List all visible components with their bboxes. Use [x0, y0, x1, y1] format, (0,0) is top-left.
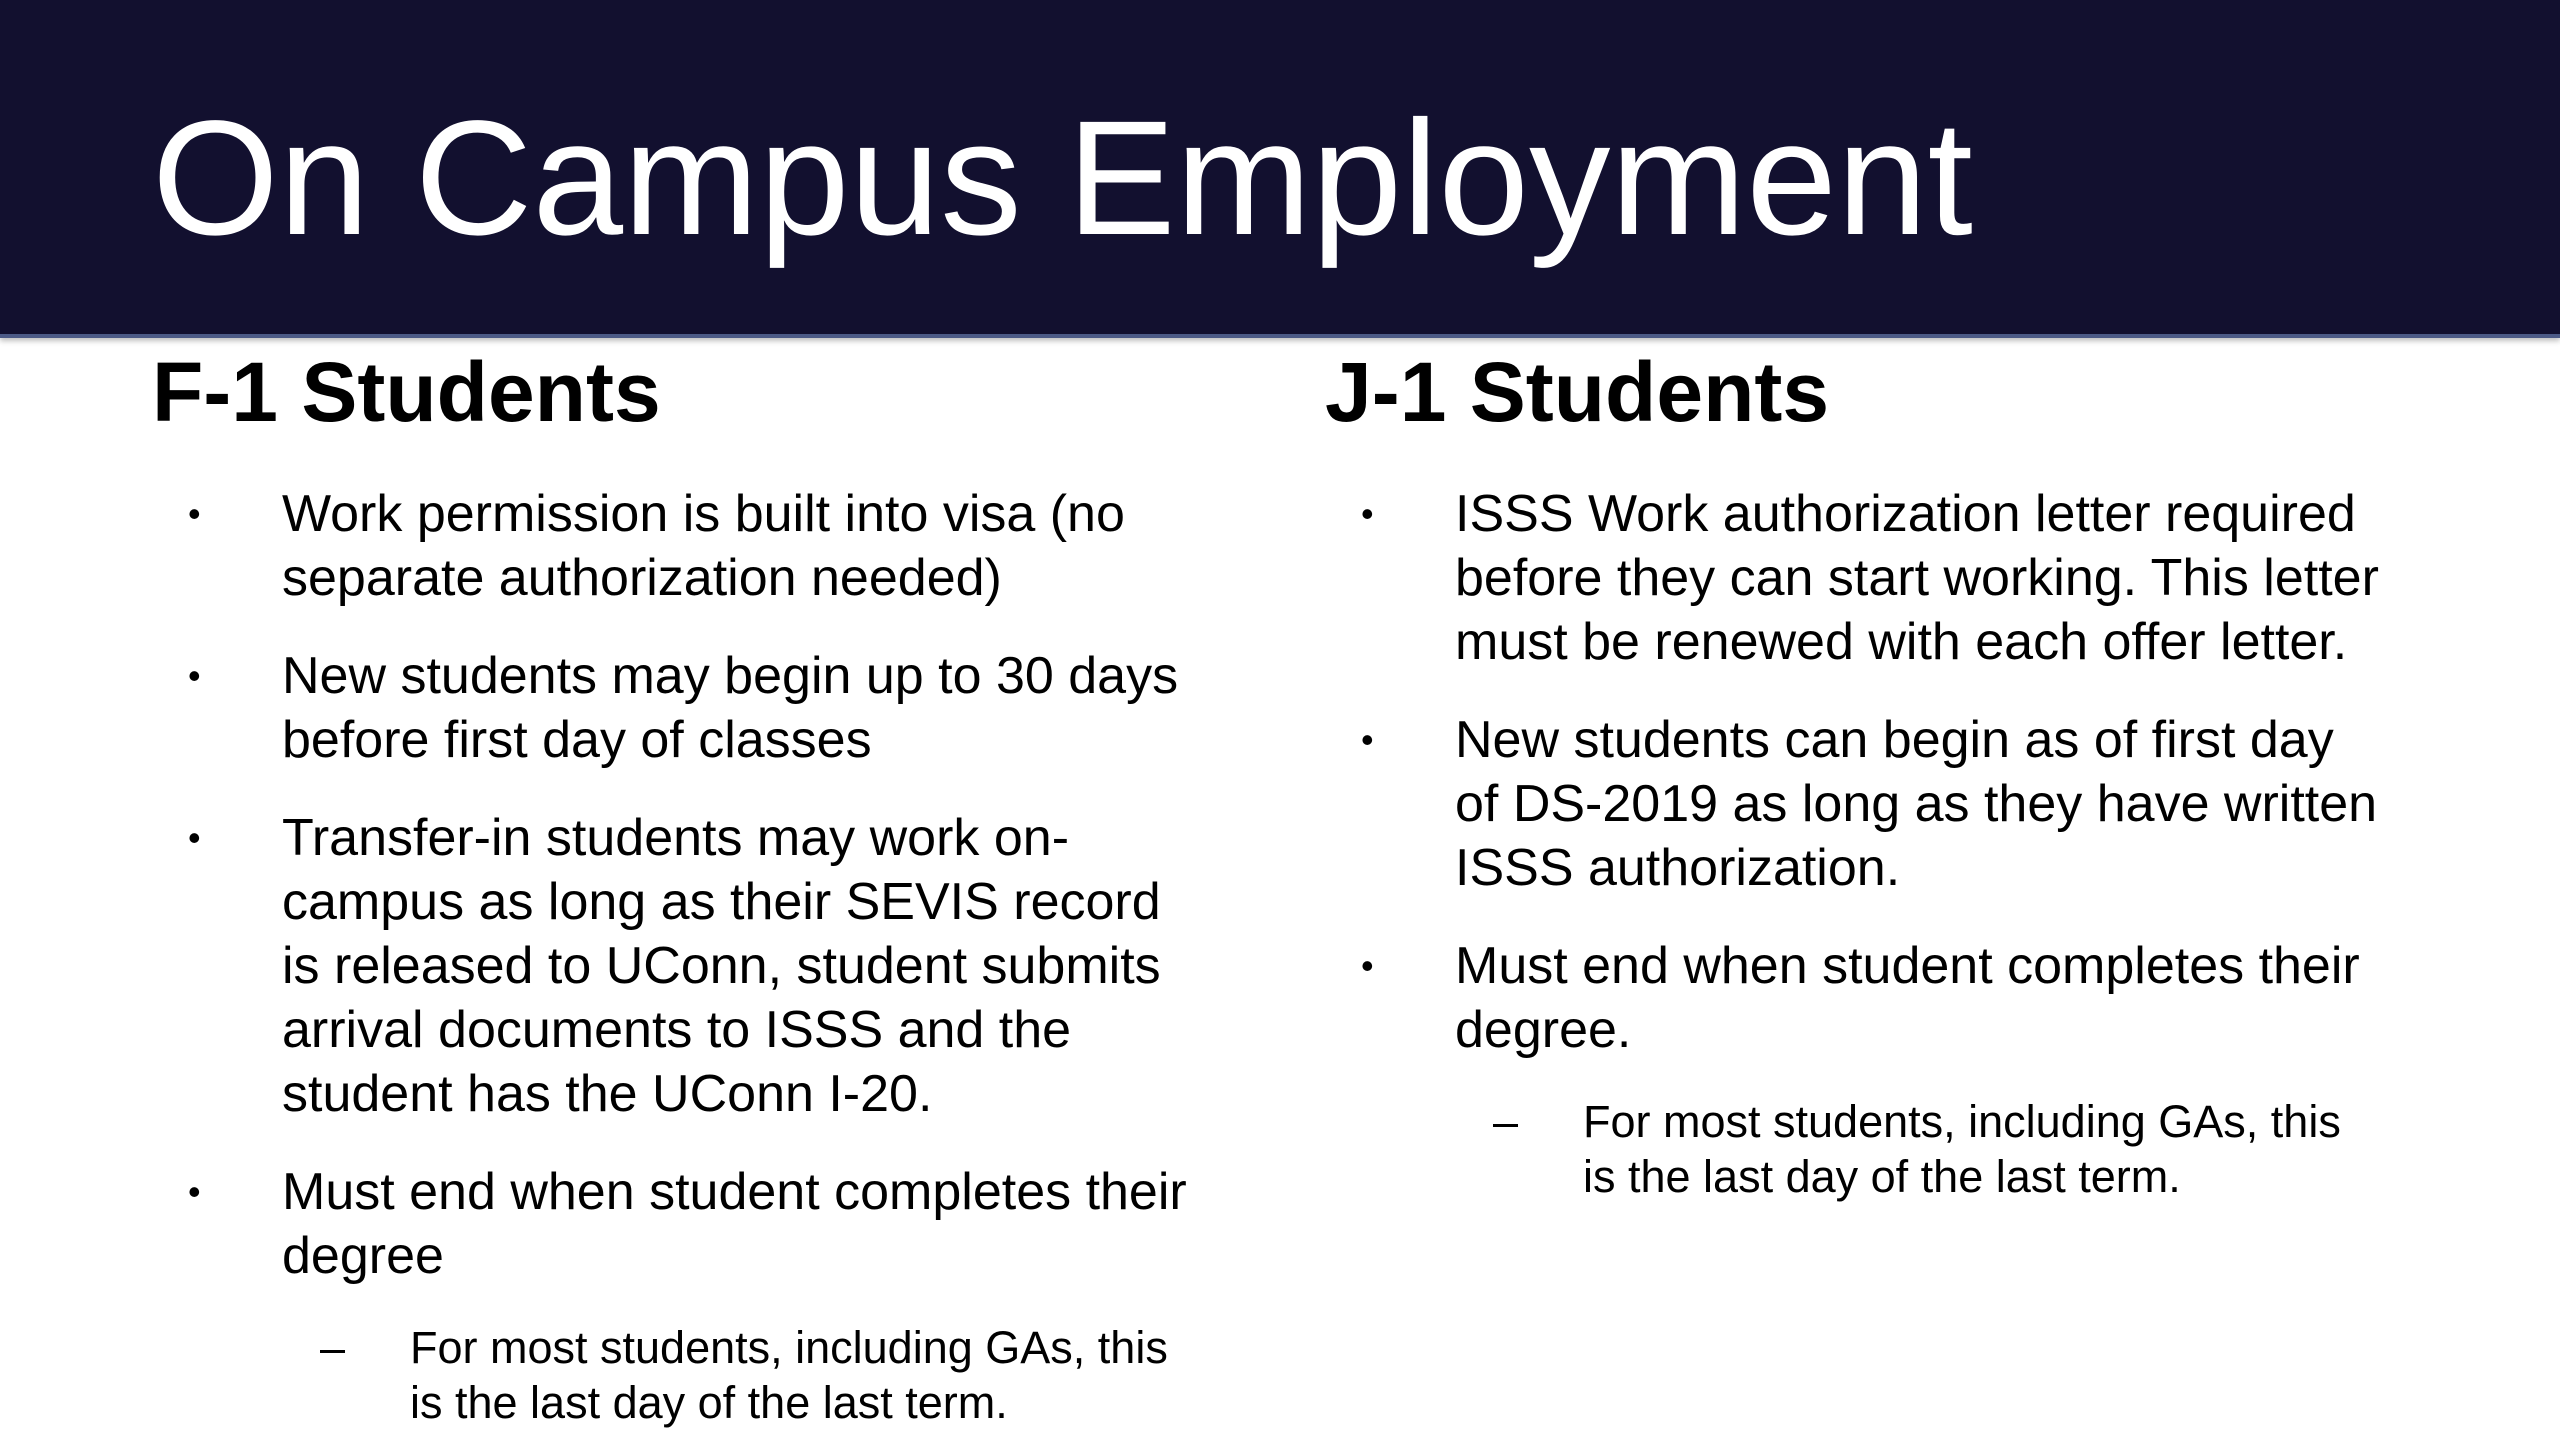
j1-bullet-list [1325, 482, 2385, 1204]
bullet-marker: • [188, 1171, 201, 1213]
bullet-text: New students may begin up to 30 days before first day of classes [282, 647, 1179, 770]
f1-bullet-new-students [152, 644, 1212, 772]
f1-sub-bullet-last-term [282, 1320, 1212, 1430]
bullet-text: ISSS Work authorization letter required before they can start working. This letter must be renewed with each offer letter. [1455, 485, 2379, 672]
f1-column [152, 346, 1212, 1440]
f1-heading: F-1 Students [152, 345, 661, 439]
bullet-marker: • [188, 655, 201, 697]
f1-bullet-list [152, 482, 1212, 1430]
bullet-marker: • [188, 817, 201, 859]
j1-sub-bullet-last-term [1455, 1094, 2385, 1204]
sub-bullet-marker: – [1493, 1096, 1519, 1148]
sub-bullet-marker: – [320, 1322, 346, 1374]
f1-bullet-must-end [152, 1160, 1212, 1430]
bullet-text: Must end when student completes their degree [282, 1163, 1187, 1286]
sub-bullet-text: For most students, including GAs, this is the last day of the last term. [410, 1322, 1168, 1429]
f1-bullet-work-permission [152, 482, 1212, 610]
sub-bullet-text: For most students, including GAs, this is the last day of the last term. [1583, 1096, 2341, 1203]
title-bar [0, 0, 2560, 338]
f1-bullet-transfer-in [152, 806, 1212, 1126]
bullet-text: Transfer-in students may work on-campus as long as their SEVIS record is released to UConn, student submits arrival documents to ISSS and the student has the UConn I-20. [282, 809, 1161, 1124]
j1-column [1325, 346, 2385, 1238]
bullet-marker: • [1361, 945, 1374, 987]
bullet-marker: • [188, 493, 201, 535]
bullet-text: Work permission is built into visa (no separate authorization needed) [282, 485, 1125, 608]
j1-bullet-new-students [1325, 708, 2385, 900]
slide-title: On Campus Employment [152, 86, 1973, 269]
bullet-marker: • [1361, 493, 1374, 535]
bullet-text: Must end when student completes their degree. [1455, 937, 2360, 1060]
bullet-marker: • [1361, 719, 1374, 761]
j1-bullet-must-end [1325, 934, 2385, 1204]
bullet-text: New students can begin as of first day of DS-2019 as long as they have written ISSS authorization. [1455, 711, 2378, 898]
f1-sub-bullet-list [282, 1320, 1212, 1430]
j1-sub-bullet-list [1455, 1094, 2385, 1204]
j1-heading: J-1 Students [1325, 345, 1830, 439]
j1-bullet-authorization-letter [1325, 482, 2385, 674]
